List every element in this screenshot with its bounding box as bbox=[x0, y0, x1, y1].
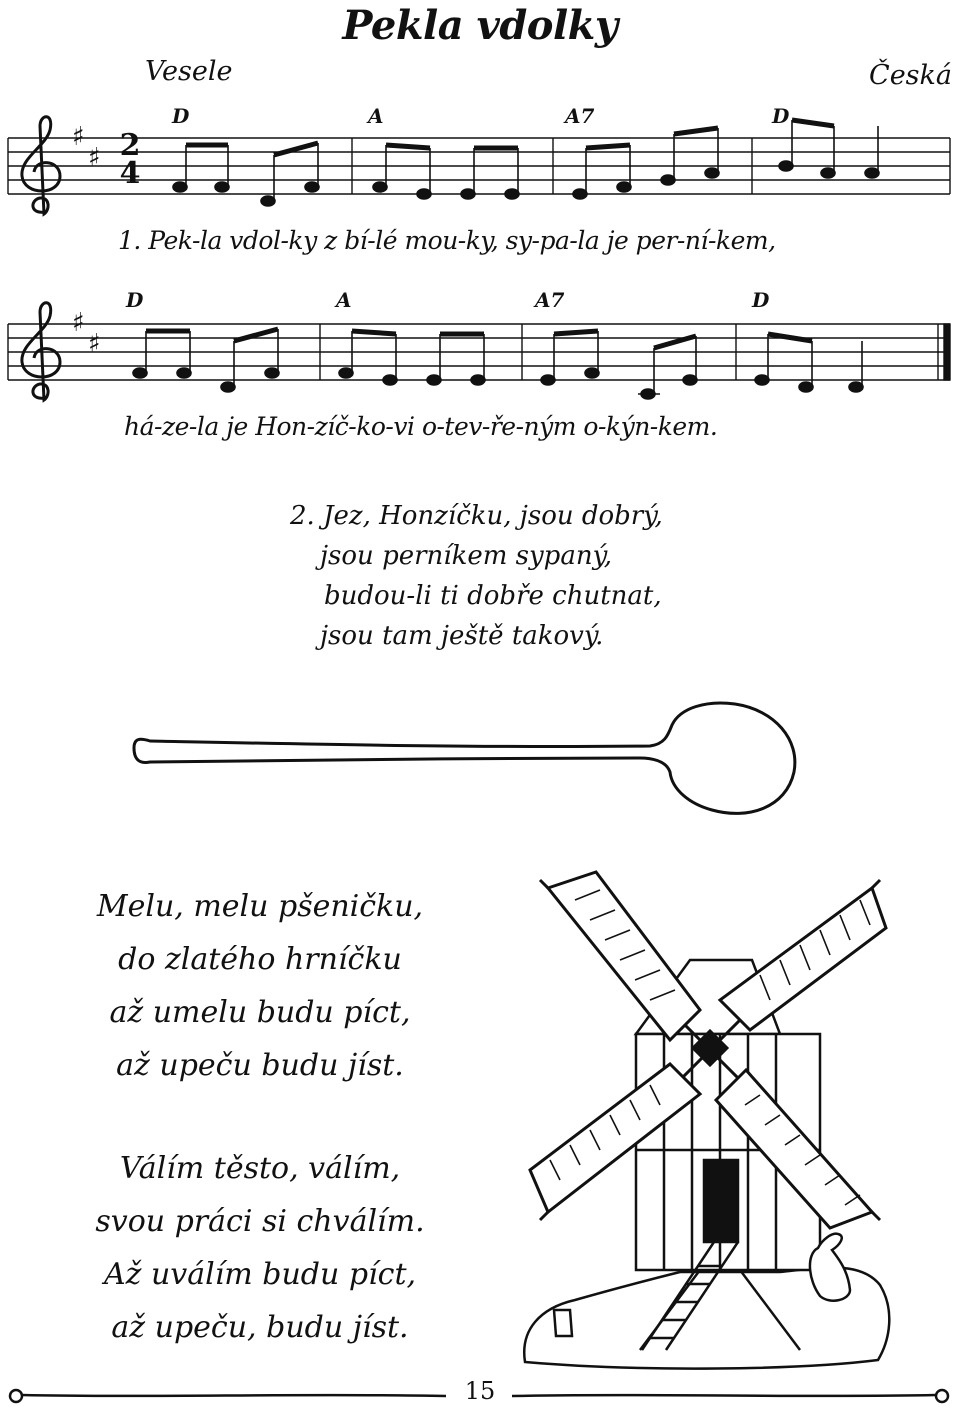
poem-1-line: až upeču budu jíst. bbox=[116, 1048, 404, 1083]
poem-1 bbox=[80, 880, 440, 1092]
time-signature-bottom: 4 bbox=[119, 156, 141, 191]
poem-1-line: Melu, melu pšeničku, bbox=[96, 889, 424, 924]
page-number: 15 bbox=[464, 1377, 496, 1405]
chord-row2-3: A7 bbox=[535, 288, 565, 312]
chord-row1-2: A bbox=[368, 104, 384, 128]
notes-row-2 bbox=[133, 329, 863, 399]
song-origin: Česká bbox=[869, 60, 952, 91]
svg-text:♯: ♯ bbox=[88, 143, 101, 173]
chord-row1-1: D bbox=[172, 104, 190, 128]
poem-2-line: až upeču, budu jíst. bbox=[111, 1310, 409, 1345]
time-signature-top: 2 bbox=[119, 128, 141, 163]
spoon-divider-icon bbox=[134, 703, 795, 813]
lyrics-line-2: há-ze-la je Hon-zíč-ko-vi o-tev-ře-ným o-kýn-kem. bbox=[124, 412, 718, 441]
verse-2-line: jsou tam ještě takový. bbox=[320, 621, 604, 651]
poem-2-line: Až uválím budu píct, bbox=[103, 1257, 417, 1292]
notes-row-1 bbox=[173, 120, 879, 206]
chord-row2-1: D bbox=[126, 288, 144, 312]
poem-1-line: do zlatého hrníčku bbox=[118, 942, 402, 977]
song-title: Pekla vdolky bbox=[342, 2, 618, 49]
poem-2 bbox=[80, 1142, 440, 1354]
time-signature bbox=[117, 128, 143, 191]
tempo-marking: Vesele bbox=[145, 56, 233, 87]
verse-2 bbox=[290, 496, 810, 656]
svg-text:♯: ♯ bbox=[72, 122, 85, 152]
svg-text:♯: ♯ bbox=[72, 308, 85, 338]
chord-row1-4: D bbox=[772, 104, 790, 128]
lyrics-line-1: 1. Pek-la vdol-ky z bí-lé mou-ky, sy-pa-la je per-ní-kem, bbox=[118, 226, 776, 255]
chord-row2-2: A bbox=[336, 288, 352, 312]
verse-2-line: budou-li ti dobře chutnat, bbox=[324, 581, 662, 611]
poem-2-line: svou práci si chválím. bbox=[95, 1204, 425, 1239]
chord-row1-3: A7 bbox=[565, 104, 595, 128]
chord-row2-4: D bbox=[752, 288, 770, 312]
poem-1-line: až umelu budu píct, bbox=[109, 995, 411, 1030]
verse-2-line: 2. Jez, Honzíčku, jsou dobrý, bbox=[290, 501, 663, 531]
poem-2-line: Válím těsto, válím, bbox=[119, 1151, 401, 1186]
svg-text:♯: ♯ bbox=[88, 329, 101, 359]
verse-2-line: jsou perníkem sypaný, bbox=[320, 541, 613, 571]
